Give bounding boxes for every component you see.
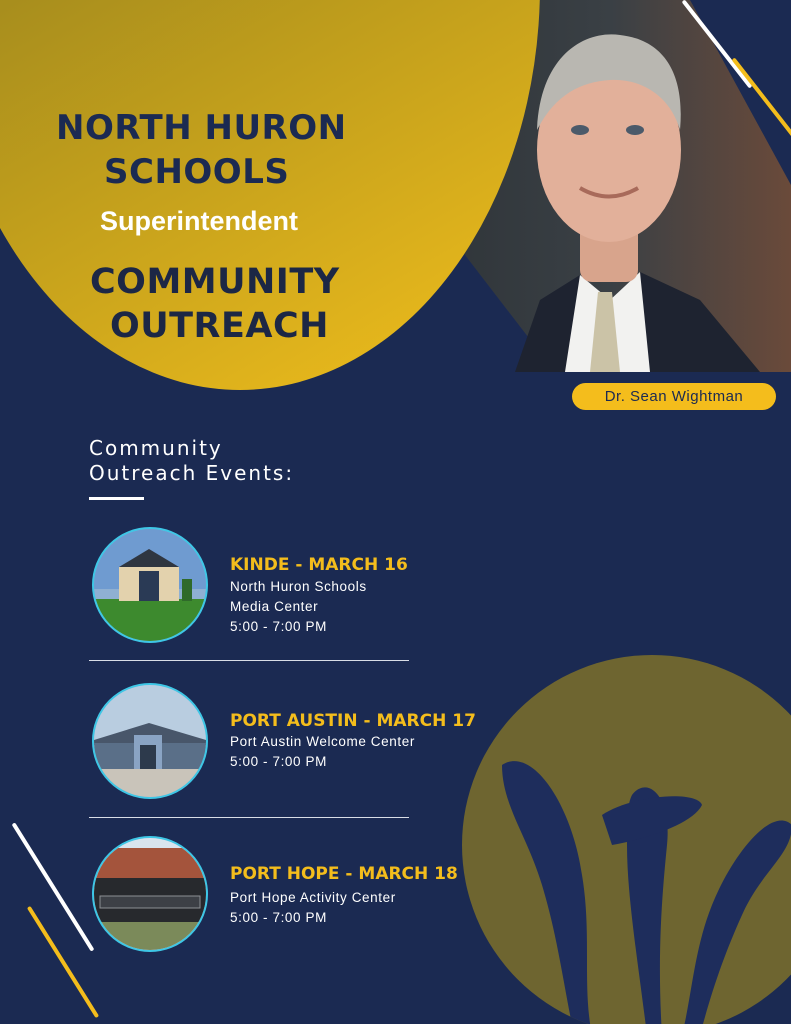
heading-underline [89, 497, 144, 500]
event-kinde-time: 5:00 - 7:00 PM [230, 619, 327, 634]
event-port-austin-time: 5:00 - 7:00 PM [230, 754, 327, 769]
outreach-title-line-2: OUTREACH [110, 306, 329, 346]
events-heading-line-1: Community [89, 436, 223, 460]
event-port-hope-time: 5:00 - 7:00 PM [230, 910, 327, 925]
event-kinde-location-line-1: North Huron Schools [230, 579, 367, 594]
events-heading [89, 436, 294, 486]
decor-stripe-gold-bottom [27, 906, 99, 1018]
event-port-hope-location: Port Hope Activity Center [230, 890, 396, 905]
port-hope-building-photo [92, 836, 208, 952]
event-port-austin-location: Port Austin Welcome Center [230, 734, 415, 749]
event-divider-1 [89, 660, 409, 661]
event-divider-2 [89, 817, 409, 818]
school-logo-circle [462, 655, 791, 1024]
superintendent-name-badge: Dr. Sean Wightman [572, 383, 776, 410]
events-heading-line-2: Outreach Events: [89, 461, 295, 485]
event-port-hope-title: PORT HOPE - MARCH 18 [230, 864, 458, 884]
superintendent-subtitle: Superintendent [100, 206, 299, 236]
event-port-austin-title: PORT AUSTIN - MARCH 17 [230, 711, 476, 731]
event-kinde-location-line-2: Media Center [230, 599, 319, 614]
school-name-line-2: SCHOOLS [104, 152, 290, 192]
decor-stripe-white-bottom [12, 822, 95, 951]
school-name-line-1: NORTH HURON [56, 108, 347, 148]
feather-w-logo-icon [462, 655, 791, 1024]
kinde-building-photo [92, 527, 208, 643]
event-kinde-title: KINDE - MARCH 16 [230, 555, 408, 575]
outreach-title-line-1: COMMUNITY [90, 262, 340, 302]
port-austin-building-photo [92, 683, 208, 799]
